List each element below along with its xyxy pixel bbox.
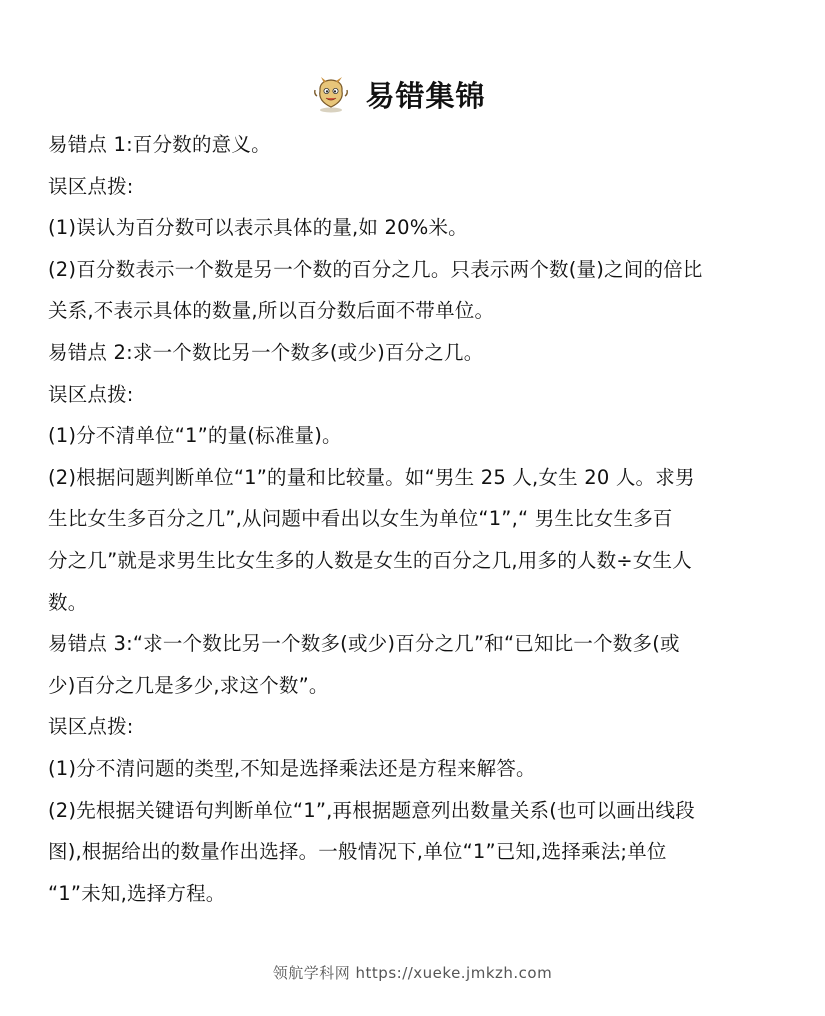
- text-line: 图),根据给出的数量作出选择。一般情况下,单位“1”已知,选择乘法;单位: [48, 840, 667, 864]
- text-line: (2)根据问题判断单位“1”的量和比较量。如“男生 25 人,女生 20 人。求男: [48, 465, 695, 489]
- text-line: “1”未知,选择方程。: [48, 881, 226, 905]
- text-line: 误区点拨:: [48, 174, 134, 198]
- text-line: (2)百分数表示一个数是另一个数的百分之几。只表示两个数(量)之间的倍比: [48, 257, 703, 281]
- text-line: 数。: [48, 590, 88, 614]
- text-line: (1)分不清问题的类型,不知是选择乘法还是方程来解答。: [48, 756, 536, 780]
- text-line: 关系,不表示具体的数量,所以百分数后面不带单位。: [48, 299, 495, 323]
- footer-watermark: 领航学科网 https://xueke.jmkzh.com: [272, 964, 553, 982]
- text-line: 易错点 1:百分数的意义。: [48, 133, 271, 156]
- text-line: (1)分不清单位“1”的量(标准量)。: [48, 424, 342, 448]
- document-body: [48, 124, 776, 914]
- text-line: 生比女生多百分之几”,从问题中看出以女生为单位“1”,“ 男生比女生多百: [48, 507, 673, 531]
- text-line: 易错点 2:求一个数比另一个数多(或少)百分之几。: [48, 340, 484, 364]
- text-line: 易错点 3:“求一个数比另一个数多(或少)百分之几”和“已知比一个数多(或: [48, 632, 680, 656]
- text-line: (2)先根据关键语句判断单位“1”,再根据题意列出数量关系(也可以画出线段: [48, 798, 695, 822]
- text-line: 误区点拨:: [48, 382, 134, 406]
- text-line: 分之几”就是求男生比女生多的人数是女生的百分之几,用多的人数÷女生人: [48, 548, 692, 572]
- text-line: (1)误认为百分数可以表示具体的量,如 20%米。: [48, 216, 468, 240]
- cartoon-mascot-icon: [311, 74, 351, 114]
- text-line: 误区点拨:: [48, 715, 134, 739]
- text-line: 少)百分之几是多少,求这个数”。: [48, 673, 329, 697]
- page-title: 易错集锦: [365, 78, 486, 113]
- title-row: [0, 72, 825, 116]
